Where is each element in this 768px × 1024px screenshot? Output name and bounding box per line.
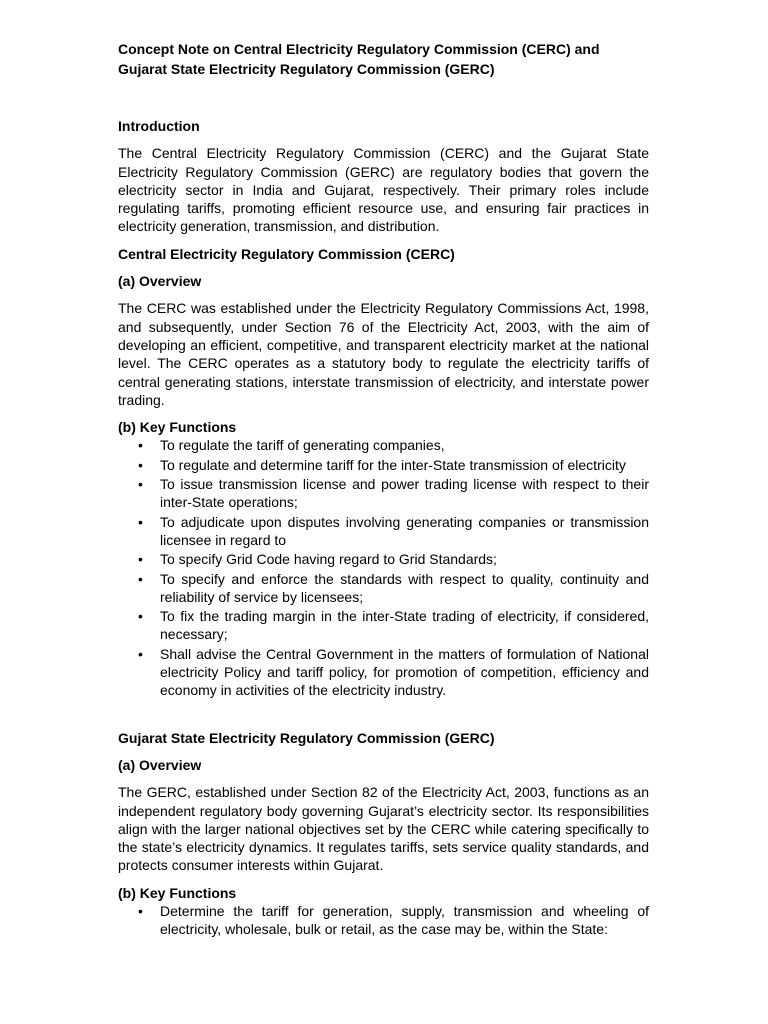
cerc-overview-paragraph: The CERC was established under the Electricity Regulatory Commissions Act, 1998, and subsequently, under Section 76 of the Electricity Act, 2003, with the aim of developing an efficient, competitive, and transparent electricity market at the national level. The CERC operates as a statutory body to regulate the electricity tariffs of central generating stations, interstate transmission of electricity, and interstate power trading. [118, 300, 649, 408]
cerc-overview-heading: (a) Overview [118, 273, 202, 290]
list-item-text: Shall advise the Central Government in the matters of formulation of National electricity Policy and tariff policy, for promotion of competition, efficiency and economy in activities of the electricity industry. [160, 645, 649, 699]
bullet-icon: • [138, 476, 143, 493]
list-item [118, 645, 649, 700]
gerc-overview-heading: (a) Overview [118, 756, 202, 773]
bullet-icon: • [138, 570, 143, 587]
bullet-icon: • [138, 608, 143, 625]
list-item-text: To regulate and determine tariff for the inter-State transmission of electricity [160, 456, 626, 473]
list-item-text: To issue transmission license and power trading license with respect to their inter-State operations; [160, 476, 649, 511]
list-item-text: To specify Grid Code having regard to Grid Standards; [160, 551, 497, 568]
bullet-icon: • [138, 513, 143, 530]
list-item [118, 475, 649, 512]
list-item [118, 456, 649, 474]
list-item [118, 550, 649, 568]
bullet-icon: • [138, 551, 143, 568]
list-item [118, 436, 649, 454]
list-item [118, 513, 649, 550]
list-item [118, 607, 649, 644]
list-item-text: To regulate the tariff of generating companies, [160, 437, 445, 454]
bullet-icon: • [138, 456, 143, 473]
cerc-functions-list [118, 436, 649, 699]
list-item-text: To specify and enforce the standards with respect to quality, continuity and reliability of service by licensees; [160, 570, 649, 605]
list-item-text: To fix the trading margin in the inter-State trading of electricity, if considered, necessary; [160, 608, 649, 643]
list-item [118, 902, 649, 939]
list-item [118, 570, 649, 607]
bullet-icon: • [138, 645, 143, 662]
gerc-functions-list [118, 902, 649, 939]
cerc-functions-heading: (b) Key Functions [118, 419, 237, 436]
list-item-text: To adjudicate upon disputes involving generating companies or transmission licensee in regard to [160, 513, 649, 548]
document-title: Concept Note on Central Electricity Regulatory Commission (CERC) and Gujarat State Electricity Regulatory Commission (GERC) [118, 41, 600, 77]
gerc-functions-heading: (b) Key Functions [118, 884, 237, 901]
cerc-heading: Central Electricity Regulatory Commission (CERC) [118, 245, 455, 262]
introduction-paragraph: The Central Electricity Regulatory Commission (CERC) and the Gujarat State Electricity Regulatory Commission (GERC) are regulatory bodies that govern the electricity sector in India and Gujarat, respectively. Their primary roles include regulating tariffs, promoting efficient resource use, and ensuring fair practices in electricity generation, transmission, and distribution. [118, 145, 649, 235]
introduction-heading: Introduction [118, 118, 200, 134]
gerc-overview-paragraph: The GERC, established under Section 82 of the Electricity Act, 2003, functions as an independent regulatory body governing Gujarat’s electricity sector. Its responsibilities align with the larger national objectives set by the CERC while catering specifically to the state’s electricity dynamics. It regulates tariffs, sets service quality standards, and protects consumer interests within Gujarat. [118, 784, 649, 874]
bullet-icon: • [138, 902, 143, 919]
document-page [118, 40, 649, 940]
list-item-text: Determine the tariff for generation, supply, transmission and wheeling of electricity, wholesale, bulk or retail, as the case may be, within the State: [160, 902, 649, 938]
gerc-heading: Gujarat State Electricity Regulatory Commission (GERC) [118, 729, 495, 746]
bullet-icon: • [138, 437, 143, 454]
